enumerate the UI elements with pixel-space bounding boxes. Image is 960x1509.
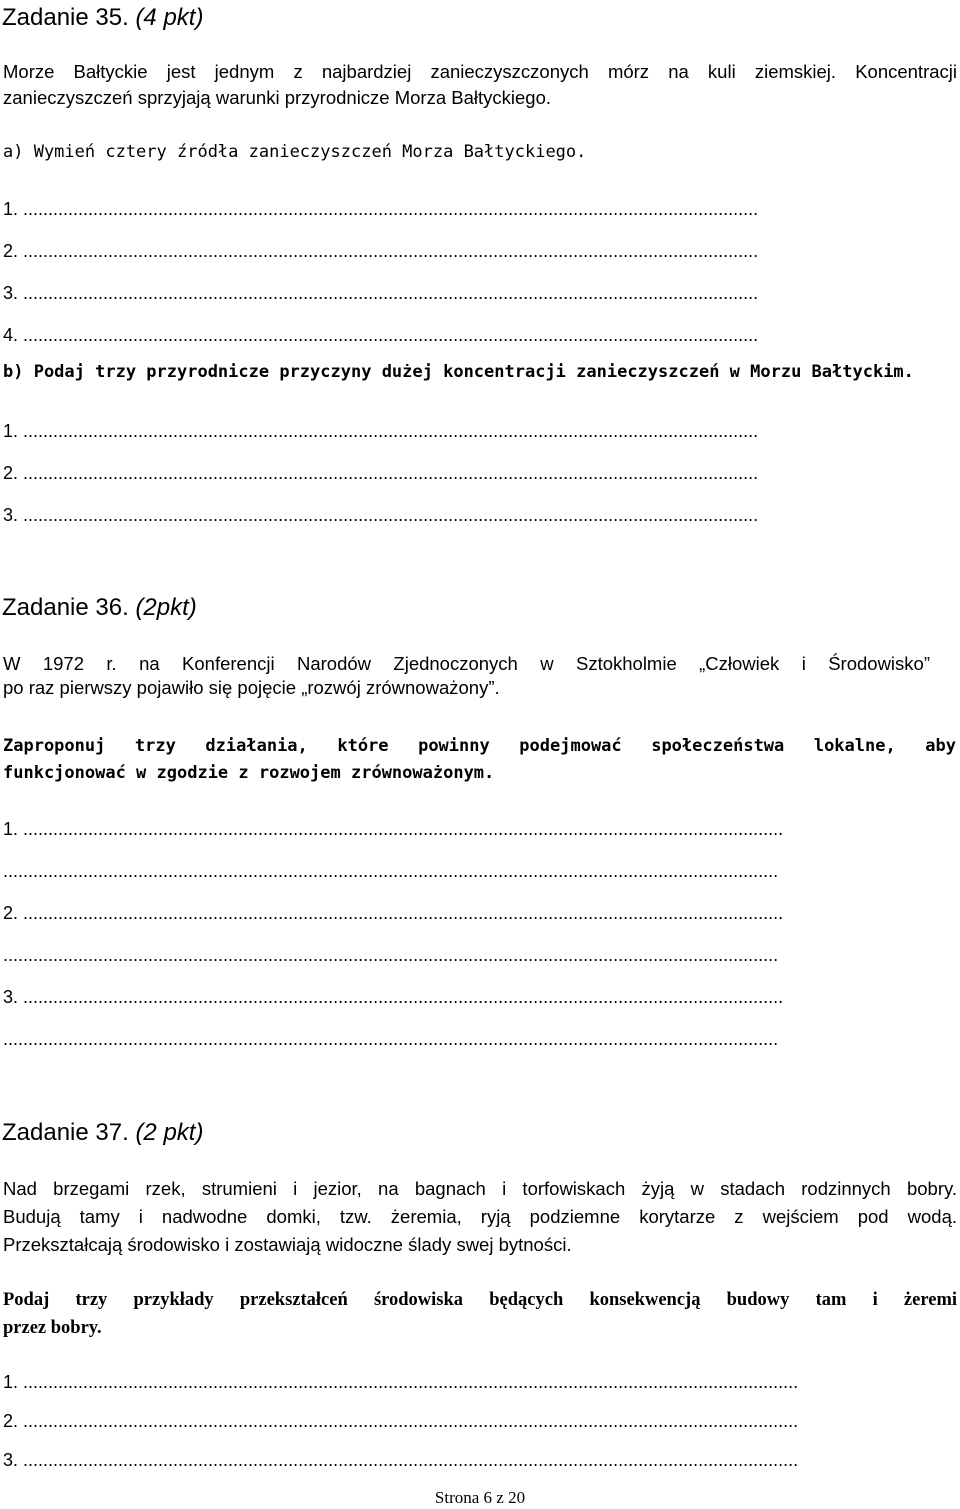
- task-36-points: (2pkt): [135, 594, 197, 621]
- task-37-answer-3[interactable]: 3. ...........................................................................................................................................................: [3, 1450, 799, 1470]
- task-37-intro: [3, 1175, 957, 1259]
- task-37-points: (2 pkt): [135, 1119, 204, 1146]
- task-37-number: Zadanie 37.: [2, 1119, 129, 1146]
- task-35-points: (4 pkt): [135, 4, 204, 31]
- task-36-answer-3-cont[interactable]: ...........................................................................................................................................................: [3, 1029, 779, 1049]
- task-35a-answer-3[interactable]: 3. ...................................................................................................................................................: [3, 283, 759, 303]
- task-36-title: [2, 594, 197, 622]
- task-37-answer-1[interactable]: 1. ...........................................................................................................................................................: [3, 1372, 799, 1392]
- task-35-title: [2, 4, 203, 32]
- page-number: Strona 6 z 20: [434, 1488, 526, 1507]
- task-36-number: Zadanie 36.: [2, 594, 129, 621]
- task-36-intro-line-2: po raz pierwszy pojawiło się pojęcie „rozwój zrównoważony”.: [3, 677, 500, 698]
- task-36-answer-3[interactable]: 3. ........................................................................................................................................................: [3, 987, 784, 1007]
- task-37-intro-line-1: Nad brzegami rzek, strumieni i jezior, na bagnach i torfowiskach żyją w stadach rodzinnych bobry.: [3, 1178, 957, 1199]
- task-36-answer-2[interactable]: 2. ........................................................................................................................................................: [3, 903, 784, 923]
- task-37-answer-2[interactable]: 2. ...........................................................................................................................................................: [3, 1411, 799, 1431]
- task-37-intro-line-3: Przekształcają środowisko i zostawiają widoczne ślady swej bytności.: [3, 1234, 572, 1255]
- task-35-intro-line-1: Morze Bałtyckie jest jednym z najbardziej zanieczyszczonych mórz na kuli ziemskiej. Koncentracji: [3, 61, 957, 82]
- task-35-number: Zadanie 35.: [2, 4, 129, 31]
- task-36-prompt-line-2: funkcjonować w zgodzie z rozwojem zrównoważonym.: [3, 763, 495, 783]
- task-37-prompt: [3, 1286, 957, 1342]
- task-35b-answer-3[interactable]: 3. ...................................................................................................................................................: [3, 505, 759, 525]
- task-35b-answer-1[interactable]: 1. ...................................................................................................................................................: [3, 421, 759, 441]
- task-37-intro-line-2: Budują tamy i nadwodne domki, tzw. żeremia, ryją podziemne korytarze z wejściem pod wodą.: [3, 1206, 957, 1227]
- task-36-answer-1-cont[interactable]: ...........................................................................................................................................................: [3, 861, 779, 881]
- task-35a-prompt: a) Wymień cztery źródła zanieczyszczeń Morza Bałtyckiego.: [3, 142, 587, 162]
- task-35b-prompt: b) Podaj trzy przyrodnicze przyczyny dużej koncentracji zanieczyszczeń w Morzu Bałtyckim.: [3, 362, 914, 382]
- task-35b-answer-2[interactable]: 2. ...................................................................................................................................................: [3, 463, 759, 483]
- task-36-prompt-line-1: Zaproponuj trzy działania, które powinny podejmować społeczeństwa lokalne, aby: [3, 736, 956, 756]
- task-37-prompt-line-2: przez bobry.: [3, 1318, 102, 1338]
- task-35a-answer-2[interactable]: 2. ...................................................................................................................................................: [3, 241, 759, 261]
- task-36-answer-1[interactable]: 1. ........................................................................................................................................................: [3, 819, 784, 839]
- task-36-prompt: [3, 734, 956, 785]
- task-35-intro-line-2: zanieczyszczeń sprzyjają warunki przyrodnicze Morza Bałtyckiego.: [3, 87, 552, 108]
- task-36-answer-2-cont[interactable]: ...........................................................................................................................................................: [3, 945, 779, 965]
- task-37-prompt-line-1: Podaj trzy przykłady przekształceń środowiska będących konsekwencją budowy tam i żeremi: [3, 1290, 957, 1310]
- task-35-intro: [3, 58, 957, 112]
- task-36-intro: [3, 650, 930, 702]
- task-37-title: [2, 1119, 203, 1147]
- task-35a-answer-1[interactable]: 1. ...................................................................................................................................................: [3, 199, 759, 219]
- task-36-intro-line-1: W 1972 r. na Konferencji Narodów Zjednoczonych w Sztokholmie „Człowiek i Środowisko”: [3, 653, 930, 674]
- task-35a-answer-4[interactable]: 4. ...................................................................................................................................................: [3, 325, 759, 345]
